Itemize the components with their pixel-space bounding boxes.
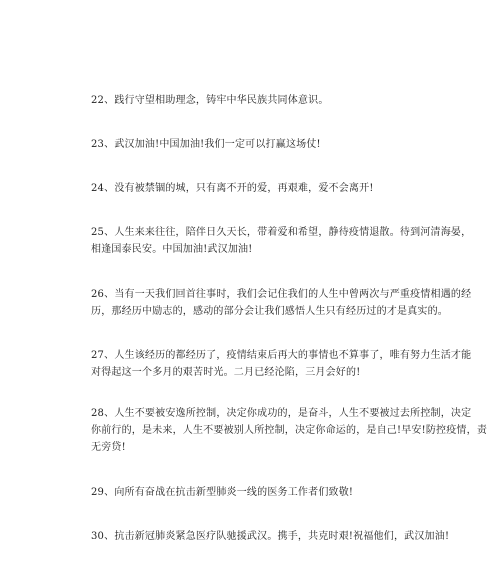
list-item-23 [91,136,421,153]
list-item-text: 28、人生不要被安逸所控制，决定你成功的，是奋斗，人生不要被过去所控制，决定 [91,408,472,419]
list-item-text: 25、人生来来往往，陪伴日久天长，带着爱和希望，静待疫情退散。待到河清海晏， [91,227,472,238]
list-item-text: 26、当有一天我们回首往事时，我们会记住我们的人生中曾两次与严重疫情相遇的经 [91,289,472,300]
list-item-text: 无旁贷! [91,442,126,453]
list-item-24 [91,180,421,197]
list-item-text: 30、抗击新冠肺炎紧急医疗队驰援武汉。携手，共克时艰!祝福他们，武汉加油! [91,531,450,542]
list-item-text: 你前行的，是未来，人生不要被别人所控制，决定你命运的，是自己!早安!防控疫情，责 [91,425,488,436]
list-item-text: 22、践行守望相助理念，铸牢中华民族共同体意识。 [91,95,329,106]
list-item-30 [91,528,450,545]
list-item-text: 27、人生该经历的都经历了，疫情结束后再大的事情也不算事了，唯有努力生活才能 [91,350,472,361]
list-item-text: 29、向所有奋战在抗击新型肺炎一线的医务工作者们致敬! [91,487,354,498]
list-item-text: 24、没有被禁锢的城，只有离不开的爱，再艰难，爱不会离开! [91,183,374,194]
list-item-28 [91,405,488,456]
list-item-text: 历，那经历中励志的，感动的部分会让我们感悟人生只有经历过的才是真实的。 [91,306,448,317]
list-item-text: 对得起这一个多月的艰苦时光。二月已经沦陷，三月会好的! [91,367,361,378]
list-item-26 [91,286,472,320]
list-item-text: 相逢国泰民安。中国加油!武汉加油! [91,244,253,255]
list-item-25 [91,224,472,258]
list-item-27 [91,347,472,381]
list-item-29 [91,484,421,501]
list-item-text: 23、武汉加油!中国加油!我们一定可以打赢这场仗! [91,139,321,150]
list-item-22 [91,92,421,109]
